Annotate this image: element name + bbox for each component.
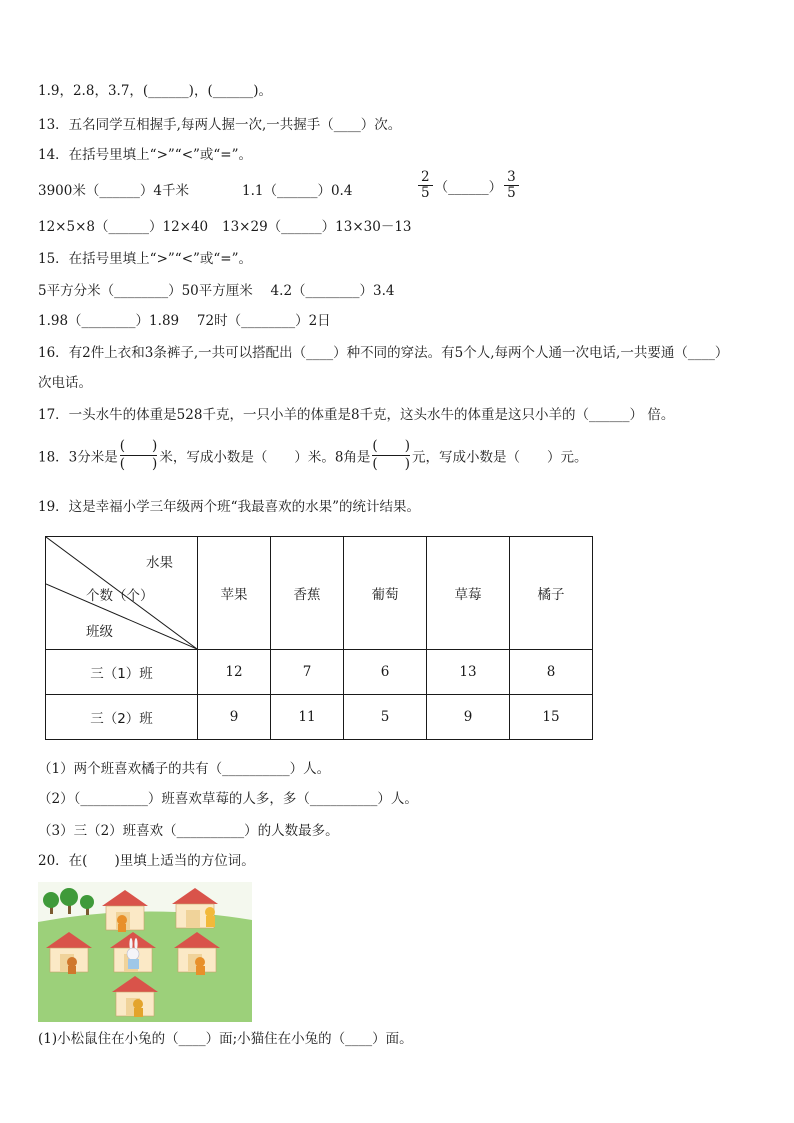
fruit-stats-table bbox=[45, 536, 593, 740]
table-row bbox=[46, 650, 593, 695]
q15-title: 15．在括号里填上“>”“<”或“=”。 bbox=[38, 251, 253, 267]
fraction-two-fifths: $\frac{2}{5}$ bbox=[418, 170, 433, 201]
blank-fraction-2: $\frac{( )}{( )}$ bbox=[372, 438, 410, 472]
blank-fraction-1: $\frac{( )}{( )}$ bbox=[119, 438, 158, 472]
q20-sub1: (1)小松鼠住在小兔的（____）面;小猫住在小兔的（____）面。 bbox=[38, 1031, 413, 1047]
tiger-icon bbox=[195, 957, 205, 975]
q14-row1-b: 1.1（______）0.4 bbox=[242, 183, 353, 199]
row-label: 三（2）班 bbox=[46, 695, 198, 740]
q16-line2: 次电话。 bbox=[38, 375, 92, 391]
q18-fractions: 18．3分米是 $\frac{( )}{( )}$ 米，写成小数是（ ）米。8角是 $\frac{( )}{( )}$ 元，写成小数是（ ）元。 bbox=[38, 438, 588, 472]
animal-houses-illustration bbox=[38, 882, 252, 1022]
row-label: 三（1）班 bbox=[46, 650, 198, 695]
cell-value: 11 bbox=[271, 695, 344, 740]
q16-line1: 16．有2件上衣和3条裤子,一共可以搭配出（____）种不同的穿法。有5个人,每两个人通一次电话,一共要通（____） bbox=[38, 345, 729, 361]
cell-value: 13 bbox=[427, 650, 510, 695]
cell-value: 7 bbox=[271, 650, 344, 695]
col-header-strawberry: 草莓 bbox=[427, 537, 510, 650]
col-header-banana: 香蕉 bbox=[271, 537, 344, 650]
q19-sub2: （2）（__________）班喜欢草莓的人多，多（__________）人。 bbox=[38, 791, 418, 807]
q13-handshake: 13．五名同学互相握手,每两人握一次,一共握手（____）次。 bbox=[38, 117, 402, 133]
col-header-grape: 葡萄 bbox=[344, 537, 427, 650]
table-header-row bbox=[46, 537, 593, 650]
squirrel-icon bbox=[67, 957, 77, 974]
q12-sequence: 1.9，2.8，3.7，(______)，(______)。 bbox=[38, 83, 272, 99]
col-header-apple: 苹果 bbox=[198, 537, 271, 650]
cell-value: 6 bbox=[344, 650, 427, 695]
cell-value: 8 bbox=[510, 650, 593, 695]
dog-icon bbox=[133, 999, 143, 1017]
cell-value: 12 bbox=[198, 650, 271, 695]
q20-title: 20．在( )里填上适当的方位词。 bbox=[38, 853, 255, 869]
q14-row1-c: $\frac{2}{5}$ （______） $\frac{3}{5}$ bbox=[416, 170, 521, 201]
q15-row1: 5平方分米（________）50平方厘米 4.2（________）3.4 bbox=[38, 283, 395, 299]
cat-icon bbox=[117, 915, 127, 932]
fraction-three-fifths: $\frac{3}{5}$ bbox=[504, 170, 519, 201]
diagonal-header-cell bbox=[46, 537, 198, 650]
deer-icon bbox=[205, 907, 215, 927]
q14-row1-a: 3900米（______）4千米 bbox=[38, 183, 189, 199]
header-fruit: 水果 bbox=[146, 555, 173, 571]
cell-value: 9 bbox=[427, 695, 510, 740]
cell-value: 15 bbox=[510, 695, 593, 740]
q19-sub1: （1）两个班喜欢橘子的共有（__________）人。 bbox=[38, 761, 331, 777]
q14-row2-b: 13×29（______）13×30－13 bbox=[222, 219, 412, 235]
header-count: 个数（个） bbox=[86, 588, 154, 604]
q14-title: 14．在括号里填上“>”“<”或“=”。 bbox=[38, 147, 253, 163]
cell-value: 5 bbox=[344, 695, 427, 740]
header-class: 班级 bbox=[86, 624, 113, 640]
q15-row2: 1.98（________）1.89 72时（________）2日 bbox=[38, 313, 331, 329]
col-header-orange: 橘子 bbox=[510, 537, 593, 650]
q19-title: 19．这是幸福小学三年级两个班“我最喜欢的水果”的统计结果。 bbox=[38, 499, 420, 515]
q19-sub3: （3）三（2）班喜欢（__________）的人数最多。 bbox=[38, 823, 339, 839]
table-row bbox=[46, 695, 593, 740]
q14-row2-a: 12×5×8（______）12×40 bbox=[38, 219, 209, 235]
cell-value: 9 bbox=[198, 695, 271, 740]
q17-weight: 17．一头水牛的体重是528千克，一只小羊的体重是8千克，这头水牛的体重是这只小羊的（______） 倍。 bbox=[38, 407, 675, 423]
